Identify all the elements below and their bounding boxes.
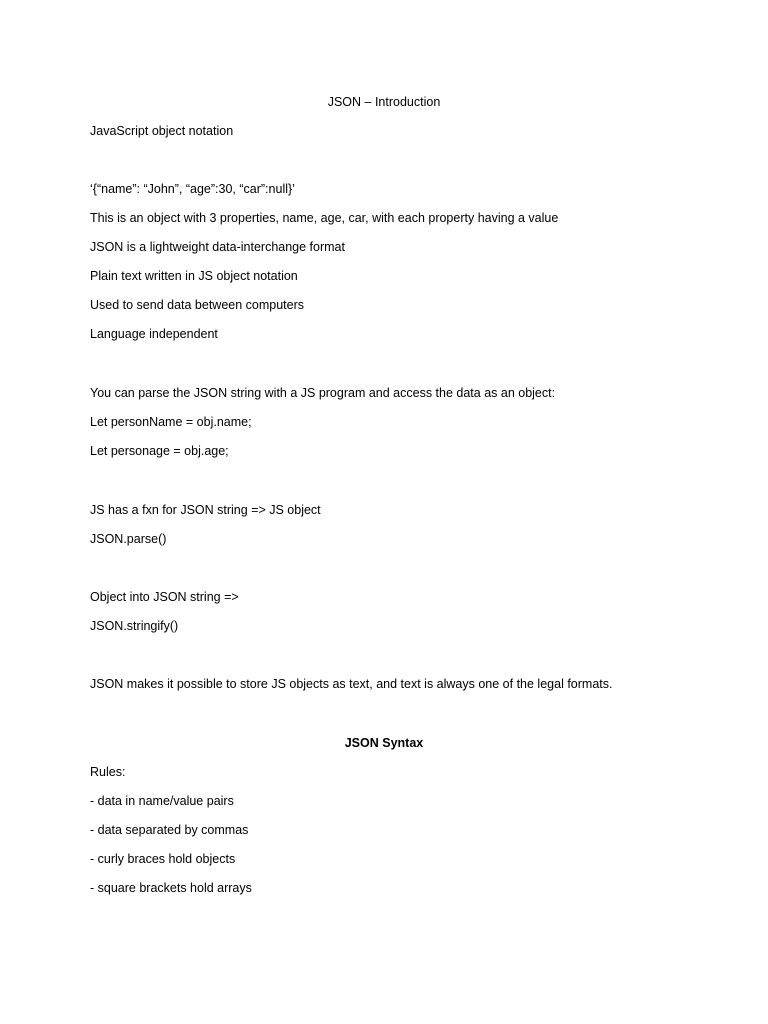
stringify-intro: Object into JSON string => (90, 590, 239, 604)
parse-fn: JSON.parse() (90, 532, 167, 546)
document-title: JSON – Introduction (327, 95, 441, 109)
json-example: ‘{“name”: “John”, “age”:30, “car”:null}’ (90, 182, 295, 196)
stringify-fn: JSON.stringify() (90, 619, 179, 633)
rule-item: - square brackets hold arrays (90, 881, 252, 895)
rule-item: - data in name/value pairs (90, 794, 234, 808)
object-description: This is an object with 3 properties, name, age, car, with each property having a value (90, 211, 559, 225)
parse-fn-intro: JS has a fxn for JSON string => JS object (90, 503, 321, 517)
storage-note: JSON makes it possible to store JS objects as text, and text is always one of the legal formats. (90, 677, 613, 691)
fact-line: Plain text written in JS object notation (90, 269, 298, 283)
fact-line: Used to send data between computers (90, 298, 305, 312)
syntax-heading: JSON Syntax (344, 736, 424, 750)
code-line: Let personage = obj.age; (90, 444, 229, 458)
fact-line: Language independent (90, 327, 218, 341)
fact-line: JSON is a lightweight data-interchange format (90, 240, 345, 254)
code-line: Let personName = obj.name; (90, 415, 252, 429)
parse-intro: You can parse the JSON string with a JS program and access the data as an object: (90, 386, 556, 400)
rules-label: Rules: (90, 765, 126, 779)
rule-item: - curly braces hold objects (90, 852, 236, 866)
rule-item: - data separated by commas (90, 823, 249, 837)
intro-line: JavaScript object notation (90, 124, 234, 138)
